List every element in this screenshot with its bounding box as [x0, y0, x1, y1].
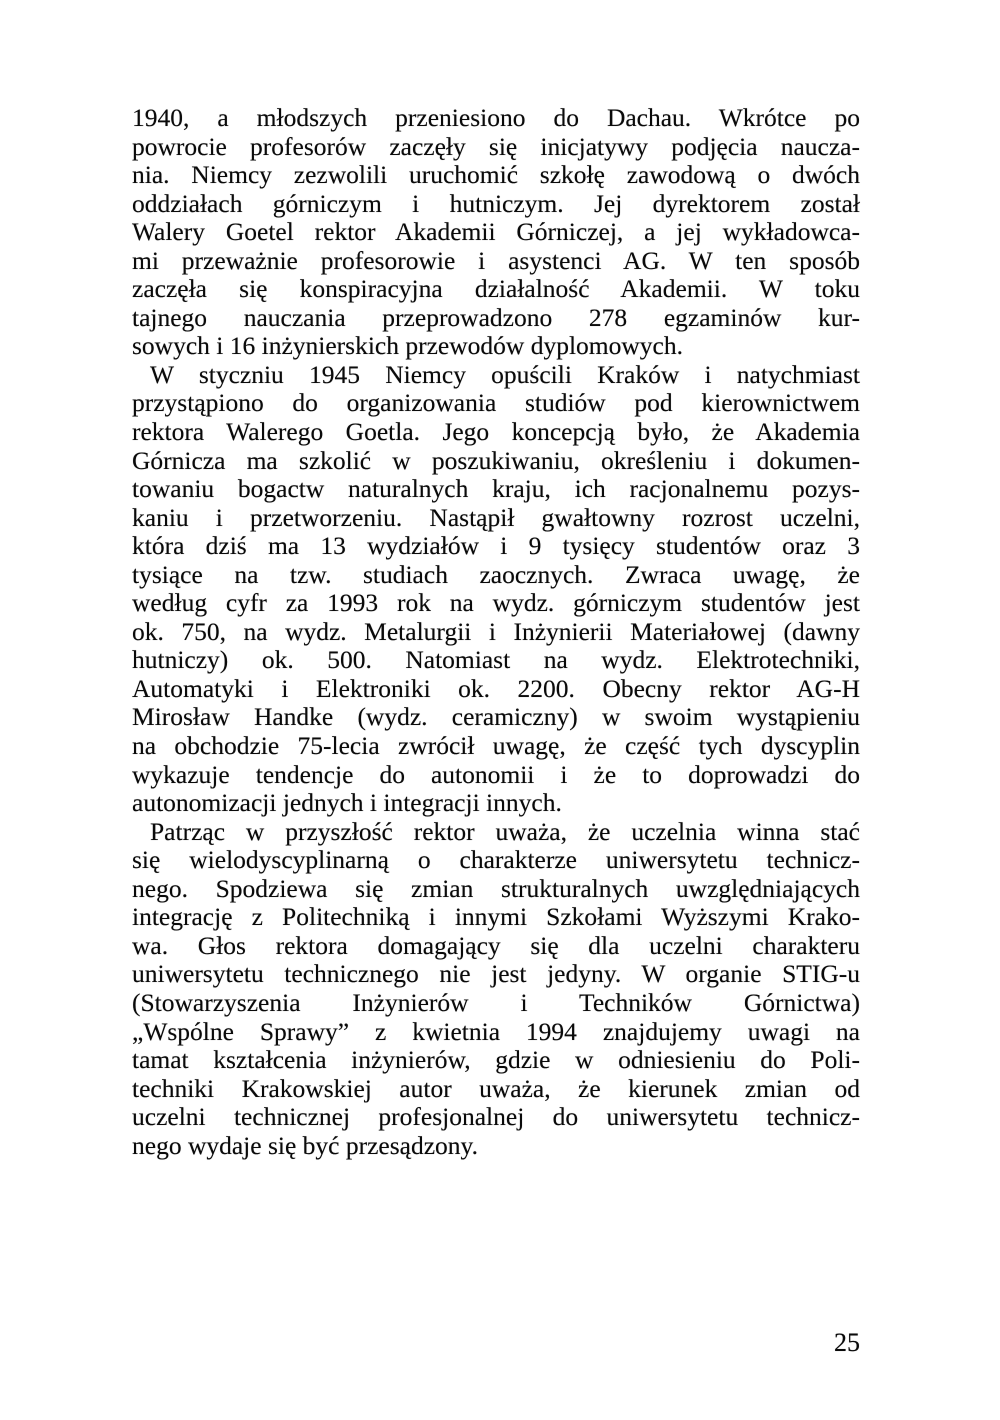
text-line: zaczęła się konspiracyjna działalność Akademii. W toku — [132, 274, 860, 304]
text-line: powrocie profesorów zaczęły się inicjatywy podjęcia naucza- — [132, 131, 860, 161]
text-line: się wielodyscyplinarną o charakterze uniwersytetu technicz- — [132, 845, 860, 875]
text-line: uczelni technicznej profesjonalnej do uniwersytetu technicz- — [132, 1102, 860, 1132]
text-line: tamat kształcenia inżynierów, gdzie w odniesieniu do Poli- — [132, 1045, 860, 1075]
text-line: przystąpiono do organizowania studiów pod kierownictwem — [132, 388, 860, 418]
paragraph — [132, 104, 860, 361]
text-line: tajnego nauczania przeprowadzono 278 egzaminów kur- — [132, 302, 860, 332]
text-line: 1940, a młodszych przeniesiono do Dachau. Wkrótce po — [132, 103, 860, 132]
text-line: (Stowarzyszenia Inżynierów i Techników Górnictwa) — [132, 987, 860, 1017]
text-line: uniwersytetu technicznego nie jest jedyny. W organie STIG-u — [132, 959, 860, 989]
text-line: wykazuje tendencje do autonomii i że to doprowadzi do — [132, 759, 860, 789]
text-line: mi przeważnie profesorowie i asystenci AG. W ten sposób — [132, 245, 860, 275]
text-line: oddziałach górniczym i hutniczym. Jej dyrektorem został — [132, 188, 860, 218]
text-line: Walery Goetel rektor Akademii Górniczej, a jej wykładowca- — [132, 217, 860, 247]
paragraph — [132, 818, 860, 1161]
text-line: nia. Niemcy zezwolili uruchomić szkołę zawodową o dwóch — [132, 160, 860, 190]
text-line: hutniczy) ok. 500. Natomiast na wydz. Elektrotechniki, — [132, 645, 860, 675]
text-line: ok. 750, na wydz. Metalurgii i Inżynierii Materiałowej (dawny — [132, 616, 860, 646]
paragraph — [132, 361, 860, 818]
text-line: integrację z Politechniką i innymi Szkołami Wyższymi Krako- — [132, 902, 860, 932]
text-line: sowych i 16 inżynierskich przewodów dyplomowych. — [132, 331, 683, 361]
text-line: Automatyki i Elektroniki ok. 2200. Obecny rektor AG-H — [132, 673, 860, 703]
text-line: nego. Spodziewa się zmian strukturalnych uwzględniających — [132, 873, 860, 903]
page-number: 25 — [834, 1328, 860, 1357]
text-line: rektora Walerego Goetla. Jego koncepcją było, że Akademia — [132, 417, 860, 447]
text-line: towaniu bogactw naturalnych kraju, ich racjonalnemu pozys- — [132, 474, 860, 504]
text-line: „Wspólne Sprawy” z kwietnia 1994 znajdujemy uwagi na — [132, 1016, 860, 1046]
text-line: która dziś ma 13 wydziałów i 9 tysięcy studentów oraz 3 — [132, 531, 860, 561]
text-line: autonomizacji jednych i integracji innych. — [132, 788, 562, 818]
body-text — [132, 104, 860, 1160]
text-line: techniki Krakowskiej autor uważa, że kierunek zmian od — [132, 1073, 860, 1103]
text-line: nego wydaje się być przesądzony. — [132, 1130, 479, 1160]
text-line: Górnicza ma szkolić w poszukiwaniu, określeniu i dokumen- — [132, 445, 860, 475]
text-line: Mirosław Handke (wydz. ceramiczny) w swoim wystąpieniu — [132, 702, 860, 732]
text-line: na obchodzie 75-lecia zwrócił uwagę, że część tych dyscyplin — [132, 731, 860, 761]
text-line: wa. Głos rektora domagający się dla uczelni charakteru — [132, 930, 860, 960]
text-line: tysiące na tzw. studiach zaocznych. Zwraca uwagę, że — [132, 559, 860, 589]
text-line: według cyfr za 1993 rok na wydz. górniczym studentów jest — [132, 588, 860, 618]
text-line: Patrząc w przyszłość rektor uważa, że uczelnia winna stać — [150, 816, 860, 846]
text-line: W styczniu 1945 Niemcy opuścili Kraków i natychmiast — [150, 359, 860, 389]
text-line: kaniu i przetworzeniu. Nastąpił gwałtowny rozrost uczelni, — [132, 502, 860, 532]
